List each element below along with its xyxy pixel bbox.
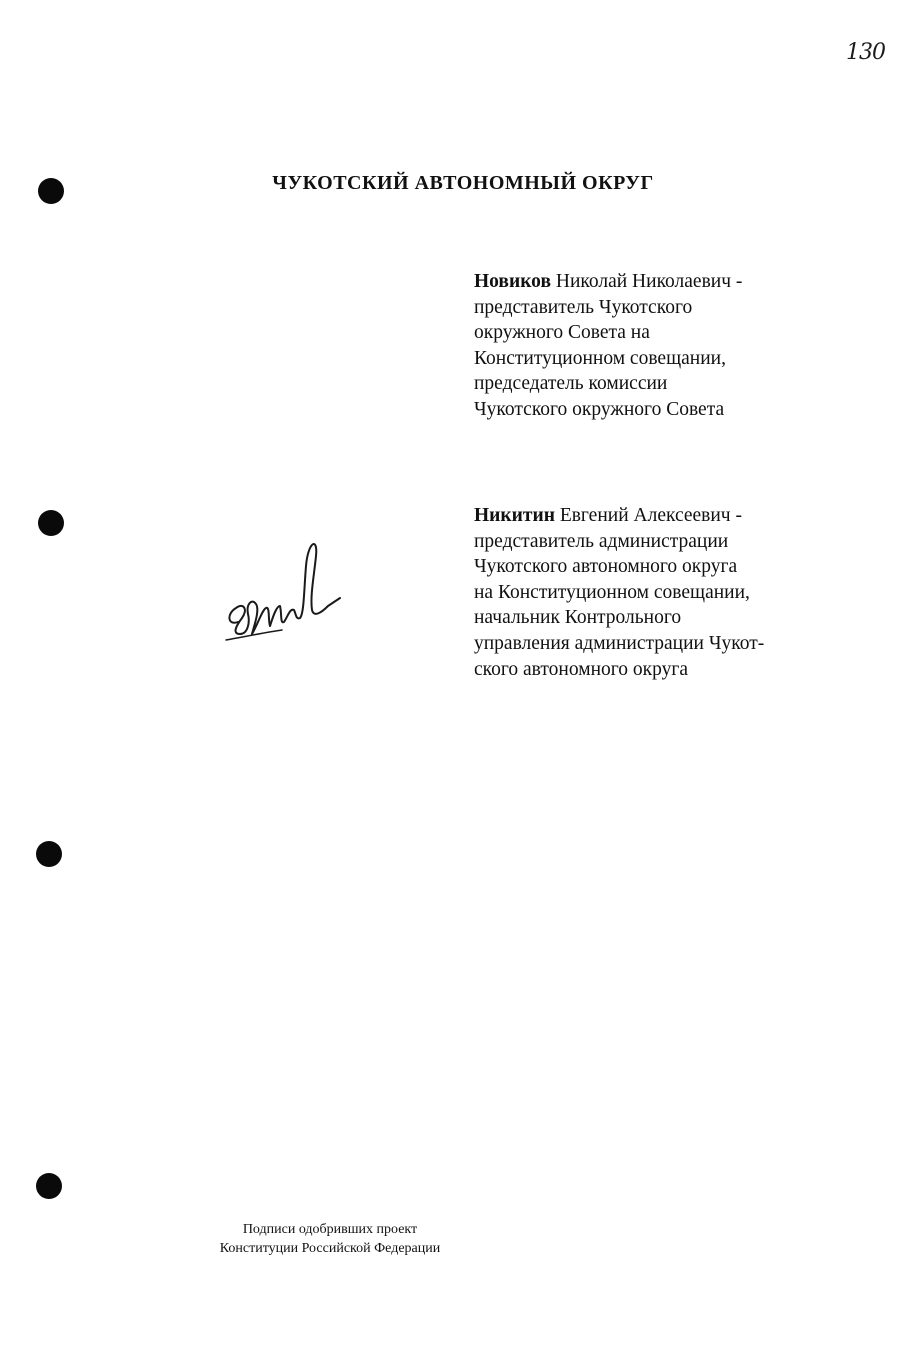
entry-heading-line — [474, 503, 814, 529]
entry-line: Чукотского автономного округа — [474, 556, 738, 578]
entry-line: окружного Совета на — [474, 322, 650, 344]
representative-surname: Никитин — [474, 505, 555, 526]
document-title: ЧУКОТСКИЙ АВТОНОМНЫЙ ОКРУГ — [272, 172, 654, 194]
punch-hole — [36, 1173, 62, 1199]
entry-line: управления администрации Чукот- — [474, 632, 765, 654]
representative-entry — [474, 269, 814, 423]
entry-line: ского автономного округа — [474, 658, 689, 680]
entry-line: председатель комиссии — [474, 373, 668, 395]
representative-given-names: Николай Николаевич - — [555, 271, 743, 292]
footer-caption — [180, 1220, 480, 1258]
entry-line: Конституционном совещании, — [474, 347, 726, 369]
entry-line: представитель администрации — [474, 530, 729, 552]
handwritten-signature — [218, 530, 348, 650]
entry-line: представитель Чукотского — [474, 296, 693, 318]
footer-line: Подписи одобривших проект — [242, 1222, 418, 1237]
entry-line: Чукотского окружного Совета — [474, 398, 725, 420]
entry-line: на Конституционном совещании, — [474, 581, 750, 603]
entry-line: начальник Контрольного — [474, 607, 682, 629]
footer-line: Конституции Российской Федерации — [219, 1241, 441, 1256]
entry-heading-line — [474, 269, 814, 295]
representative-surname: Новиков — [474, 271, 551, 292]
punch-hole — [38, 510, 64, 536]
page-number: 130 — [846, 40, 885, 65]
representative-given-names: Евгений Алексеевич - — [559, 505, 742, 526]
punch-hole — [36, 841, 62, 867]
representative-entry — [474, 503, 814, 682]
